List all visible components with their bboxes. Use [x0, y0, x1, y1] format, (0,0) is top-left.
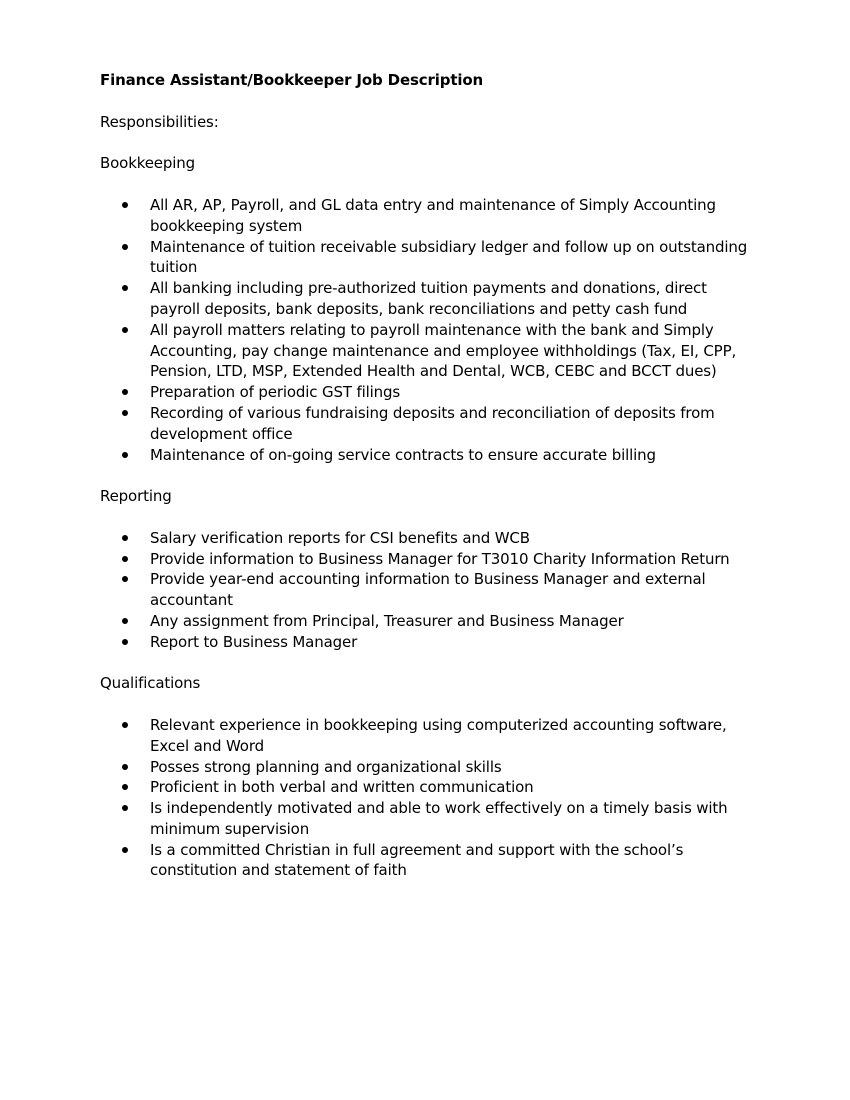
bullet-icon: [122, 556, 128, 562]
list-item: [100, 549, 760, 570]
bullet-icon: [122, 410, 128, 416]
list-item: [100, 445, 760, 466]
list-item-text: Proficient in both verbal and written communication: [150, 778, 534, 797]
list-item: [100, 611, 760, 632]
section-heading-bookkeeping: Bookkeeping: [100, 154, 196, 173]
list-item: [100, 403, 760, 445]
list-item-text: Preparation of periodic GST filings: [150, 383, 401, 402]
bullet-icon: [122, 805, 128, 811]
list-item-text: Is a committed Christian in full agreement and support with the school’s constitution and statement of faith: [150, 840, 684, 880]
bullet-icon: [122, 535, 128, 541]
spacer: [100, 507, 760, 528]
bullet-icon: [122, 327, 128, 333]
list-item: [100, 237, 760, 279]
bullet-icon: [122, 389, 128, 395]
list-item-text: Is independently motivated and able to work effectively on a timely basis with minimum supervision: [150, 799, 728, 838]
list-item: [100, 382, 760, 403]
list-item-text: Maintenance of on-going service contracts to ensure accurate billing: [150, 445, 656, 464]
list-item-text: Provide year-end accounting information to Business Manager and external accountant: [150, 570, 706, 610]
reporting-list: [100, 528, 760, 653]
bullet-icon: [122, 285, 128, 291]
list-item: [100, 528, 760, 549]
list-item: [100, 632, 760, 653]
list-item-text: Report to Business Manager: [150, 632, 358, 651]
list-item: [100, 320, 760, 382]
list-item-text: Salary verification reports for CSI benefits and WCB: [150, 528, 530, 547]
section-heading-qualifications: Qualifications: [100, 674, 201, 693]
list-item-text: Maintenance of tuition receivable subsidiary ledger and follow up on outstanding tuition: [150, 237, 748, 277]
spacer: [100, 694, 760, 715]
bullet-icon: [122, 202, 128, 208]
document-page: [100, 70, 760, 881]
list-item-text: Posses strong planning and organizational skills: [150, 757, 502, 776]
bullet-icon: [122, 784, 128, 790]
list-item: [100, 840, 760, 882]
list-item: [100, 715, 760, 757]
list-item: [100, 278, 760, 320]
list-item-text: All payroll matters relating to payroll maintenance with the bank and Simply Accounting, pay change maintenance and employee withholdings (Tax, EI, CPP, Pension, LTD, MSP, Extended Health and Dental, WCB, CEBC and BCCT dues): [150, 320, 737, 381]
list-item-text: All banking including pre-authorized tuition payments and donations, direct payroll deposits, bank deposits, bank reconciliations and petty cash fund: [150, 279, 707, 318]
bullet-icon: [122, 576, 128, 582]
section-heading-reporting: Reporting: [100, 487, 172, 506]
spacer: [100, 133, 760, 154]
bullet-icon: [122, 764, 128, 770]
list-item: [100, 195, 760, 237]
responsibilities-label: Responsibilities:: [100, 112, 219, 131]
list-item: [100, 777, 760, 798]
bullet-icon: [122, 244, 128, 250]
spacer: [100, 91, 760, 112]
list-item-text: Recording of various fundraising deposits and reconciliation of deposits from development office: [150, 403, 715, 443]
spacer: [100, 465, 760, 486]
bullet-icon: [122, 722, 128, 728]
document-title: Finance Assistant/Bookkeeper Job Description: [100, 71, 484, 89]
list-item-text: All AR, AP, Payroll, and GL data entry and maintenance of Simply Accounting bookkeeping system: [150, 195, 716, 235]
bullet-icon: [122, 618, 128, 624]
list-item: [100, 798, 760, 840]
list-item-text: Provide information to Business Manager for T3010 Charity Information Return: [150, 549, 730, 568]
bookkeeping-list: [100, 195, 760, 465]
list-item: [100, 569, 760, 611]
qualifications-list: [100, 715, 760, 881]
spacer: [100, 174, 760, 195]
spacer: [100, 653, 760, 674]
bullet-icon: [122, 847, 128, 853]
list-item-text: Relevant experience in bookkeeping using computerized accounting software, Excel and Word: [150, 715, 727, 755]
bullet-icon: [122, 639, 128, 645]
list-item: [100, 757, 760, 778]
bullet-icon: [122, 452, 128, 458]
list-item-text: Any assignment from Principal, Treasurer and Business Manager: [150, 611, 624, 630]
